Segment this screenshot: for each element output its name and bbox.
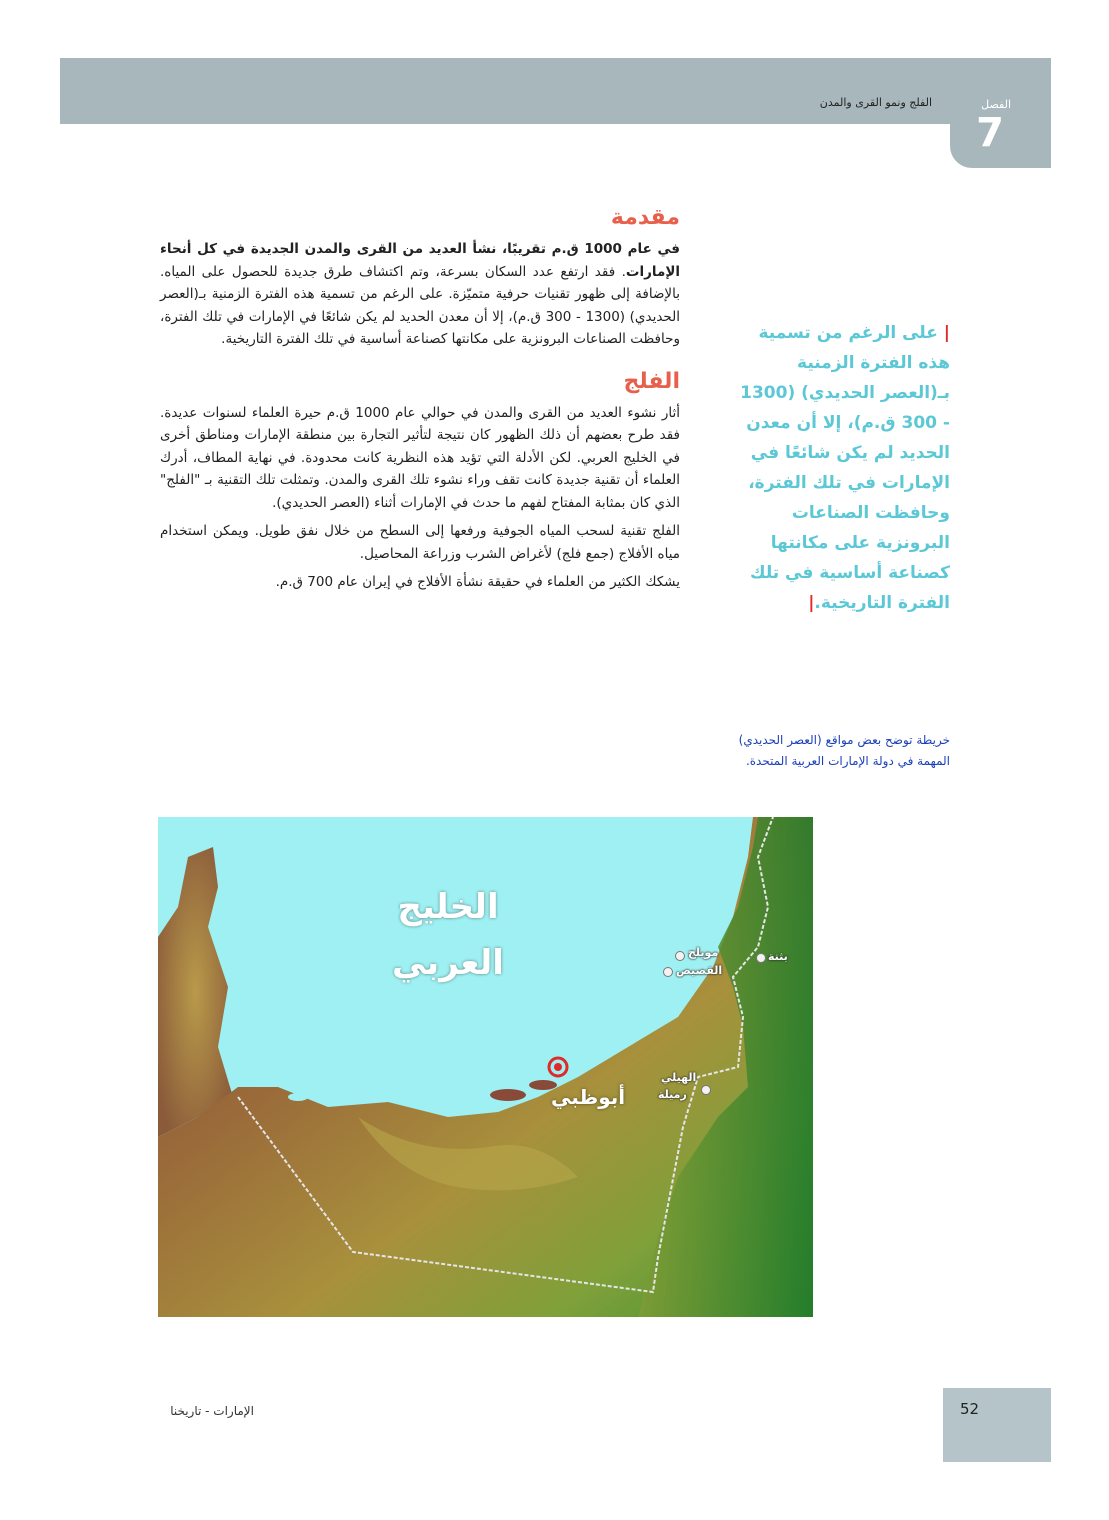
island-1 bbox=[490, 1089, 526, 1101]
falaj-paragraph-2: الفلج تقنية لسحب المياه الجوفية ورفعها إلى السطح من خلال نفق طويل. ويمكن استخدام مياه الأفلاج (جمع فلج) لأغراض الشرب وزراعة المحاصيل. bbox=[160, 523, 680, 562]
intro-heading: مقدمة bbox=[610, 205, 680, 230]
site-label-muwaylah: مويلح bbox=[688, 946, 719, 959]
site-dot-muwaylah bbox=[675, 951, 685, 961]
intro-paragraph bbox=[160, 238, 680, 351]
header-band bbox=[60, 58, 950, 124]
falaj-heading: الفلج bbox=[623, 368, 680, 394]
site-label-qusais: القصيص bbox=[676, 964, 723, 977]
site-label-rumeilah: رميلة bbox=[658, 1088, 687, 1101]
abu-dhabi-label: أبوظبي bbox=[551, 1085, 626, 1109]
pullquote-text: على الرغم من تسمية هذه الفترة الزمنية بـ(العصر الحديدي) (1300 - 300 ق.م)، إلا أن معدن الحديد لم يكن شائعًا في الإمارات في تلك الفترة، وحافظت الصناعات البرونزية على مكانتها كصناعة أساسية في تلك الفترة التاريخية. bbox=[740, 323, 950, 613]
coastal-lagoon bbox=[288, 1093, 308, 1101]
pullquote-bar-start: | bbox=[943, 323, 950, 343]
uae-map bbox=[158, 817, 813, 1317]
pullquote bbox=[735, 318, 950, 618]
site-dot-hili bbox=[701, 1085, 711, 1095]
intro-body: . فقد ارتفع عدد السكان بسرعة، وتم اكتشاف طرق جديدة للحصول على المياه. بالإضافة إلى ظهور تقنيات حرفية متميّزة. على الرغم من تسمية هذه الفترة الزمنية بـ(العصر الحديدي) (1300 - 300 ق.م)، إلا أن معدن الحديد لم يكن شائعًا في الإمارات في تلك الفترة، وحافظت الصناعات البرونزية على مكانتها كصناعة أساسية في تلك الفترة التاريخية. bbox=[160, 263, 680, 347]
site-dot-bithnah bbox=[756, 953, 766, 963]
gulf-label bbox=[373, 879, 523, 991]
falaj-paragraph-1: أثار نشوء العديد من القرى والمدن في حوالي عام 1000 ق.م حيرة العلماء لسنوات عديدة. فقد طرح بعضهم أن ذلك الظهور كان نتيجة لتأثير التجارة بين منطقة الإمارات ومناطق أخرى في الخليج العربي. لكن الأدلة التي تؤيد هذه النظرية كانت محدودة. في نهاية المطاف، أدرك العلماء أن تقنية جديدة كانت تقف وراء نشوء تلك القرى والمدن. وتمثلت تلك التقنية بـ "الفلج" الذي كان بمثابة المفتاح لفهم ما حدث في الإمارات أثناء (العصر الحديدي). bbox=[160, 404, 680, 511]
page-number: 52 bbox=[960, 1400, 980, 1418]
gulf-label-line-1: الخليج bbox=[397, 887, 499, 927]
intro-lead: في عام 1000 ق.م تقريبًا، نشأ العديد من القرى والمدن الجديدة في كل أنحاء الإمارات bbox=[160, 241, 680, 280]
falaj-paragraph-3: يشكك الكثير من العلماء في حقيقة نشأة الأفلاج في إيران عام 700 ق.م. bbox=[275, 574, 680, 590]
pullquote-bar-end: | bbox=[808, 593, 815, 613]
gulf-label-line-2: العربي bbox=[392, 943, 504, 983]
site-dot-qusais bbox=[663, 967, 673, 977]
header-title: الفلج ونمو القرى والمدن bbox=[819, 96, 932, 109]
map-caption: خريطة توضح بعض مواقع (العصر الحديدي) المهمة في دولة الإمارات العربية المتحدة. bbox=[738, 733, 950, 768]
site-label-bithnah: بثنة bbox=[768, 950, 788, 963]
capital-marker-core bbox=[554, 1063, 562, 1071]
main-column bbox=[160, 205, 680, 600]
chapter-number: 7 bbox=[976, 110, 1004, 156]
site-label-hili: الهيلي bbox=[661, 1071, 697, 1084]
chapter-tab bbox=[950, 58, 1051, 168]
chapter-label: الفصل bbox=[981, 98, 1011, 111]
footer-book-title: الإمارات - تاريخنا bbox=[170, 1404, 254, 1418]
